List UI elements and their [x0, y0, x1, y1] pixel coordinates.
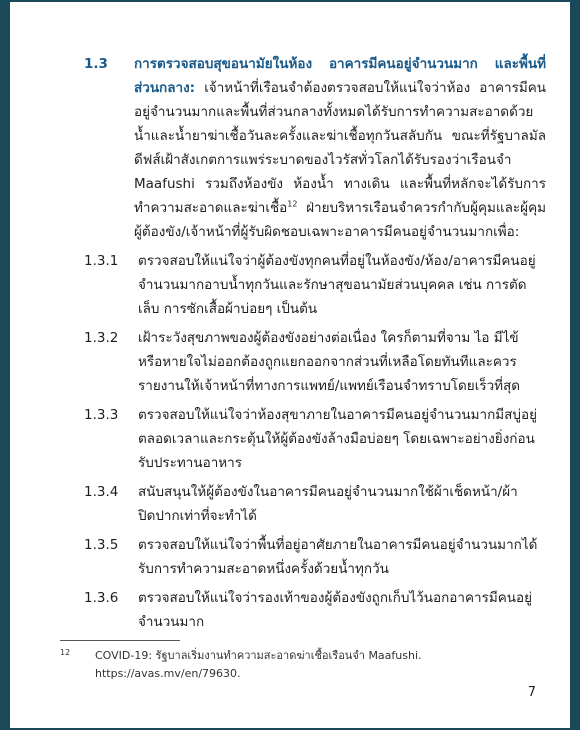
item-number: 1.3.4 [84, 484, 119, 500]
footnote-divider [60, 640, 180, 641]
item-number: 1.3.6 [84, 590, 119, 606]
page-number: 7 [527, 685, 536, 700]
list-item [84, 480, 546, 528]
footnote-text: COVID-19: รัฐบาลเริ่มงานทำความสะอาดฆ่าเชื้อเรือนจำ Maafushi. https://avas.mv/en/79630. [95, 649, 422, 680]
footnote [60, 647, 550, 683]
list-item [84, 326, 546, 398]
page-content [84, 52, 546, 634]
section-title: การตรวจสอบสุขอนามัยในห้อง อาคารมีคนอยู่จำนวนมาก และพื้นที่ส่วนกลาง: [134, 56, 546, 96]
list-item [84, 533, 546, 581]
item-number: 1.3.2 [84, 330, 119, 346]
item-number: 1.3.3 [84, 407, 119, 423]
item-text: ตรวจสอบให้แน่ใจว่ารองเท้าของผู้ต้องขังถูกเก็บไว้นอกอาคารมีคนอยู่จำนวนมาก [138, 590, 532, 630]
item-number: 1.3.1 [84, 253, 119, 269]
item-text: ตรวจสอบให้แน่ใจว่าห้องสุขาภายในอาคารมีคนอยู่จำนวนมากมีสบู่อยู่ตลอดเวลาและกระตุ้นให้ผู้ต้องขังล้างมือบ่อยๆ โดยเฉพาะอย่างยิ่งก่อนรับประทานอาหาร [138, 407, 538, 471]
section-1-3 [84, 52, 546, 244]
item-text: ตรวจสอบให้แน่ใจว่าผู้ต้องขังทุกคนที่อยู่ในห้องขัง/ห้อง/อาคารมีคนอยู่จำนวนมากอาบน้ำทุกวันและรักษาสุขอนามัยส่วนบุคคล เช่น การตัดเล็บ การซักเสื้อผ้าบ่อยๆ เป็นต้น [138, 253, 536, 317]
section-text-part2: ฝ่ายบริหารเรือนจำควรกำกับผู้คุมและผู้คุมผู้ต้องขัง/เจ้าหน้าที่ผู้รับผิดชอบเฉพาะอาคารมีคนอยู่จำนวนมากเพื่อ: [134, 200, 546, 240]
item-text: เฝ้าระวังสุขภาพของผู้ต้องขังอย่างต่อเนื่อง ใครก็ตามที่จาม ไอ มีไข้ หรือหายใจไม่ออกต้องถูกแยกออกจากส่วนที่เหลือโดยทันทีและควรรายงานให้เจ้าหน้าที่ทางการแพทย์/แพทย์เรือนจำทราบโดยเร็วที่สุด [138, 330, 521, 394]
subsection-list [84, 249, 546, 634]
item-text: สนับสนุนให้ผู้ต้องขังในอาคารมีคนอยู่จำนวนมากใช้ผ้าเช็ดหน้า/ผ้าปิดปากเท่าที่จะทำได้ [138, 484, 518, 524]
section-paragraph [134, 52, 546, 244]
item-text: ตรวจสอบให้แน่ใจว่าพื้นที่อยู่อาศัยภายในอาคารมีคนอยู่จำนวนมากได้รับการทำความสะอาดหนึ่งครั้งด้วยน้ำทุกวัน [138, 537, 538, 577]
item-number: 1.3.5 [84, 537, 119, 553]
footnote-reference: 12 [287, 199, 298, 209]
footnote-number: 12 [60, 648, 71, 657]
list-item [84, 586, 546, 634]
section-number: 1.3 [84, 56, 108, 72]
list-item [84, 249, 546, 321]
list-item [84, 403, 546, 475]
section-text-part1: เจ้าหน้าที่เรือนจำต้องตรวจสอบให้แน่ใจว่าห้อง อาคารมีคนอยู่จำนวนมากและพื้นที่ส่วนกลางทั้งหมดได้รับการทำความสะอาดด้วยน้ำและน้ำยาฆ่าเชื้อวันละครั้งและฆ่าเชื้อทุกวันสลับกัน ขณะที่รัฐบาลมัลดีฟส์เฝ้าสังเกตการแพร่ระบาดของไวรัสทั่วโลกได้รับรองว่าเรือนจำ Maafushi รวมถึงห้องขัง ห้องน้ำ ทางเดิน และพื้นที่หลักจะได้รับการทำความสะอาดและฆ่าเชื้อ [134, 80, 546, 216]
